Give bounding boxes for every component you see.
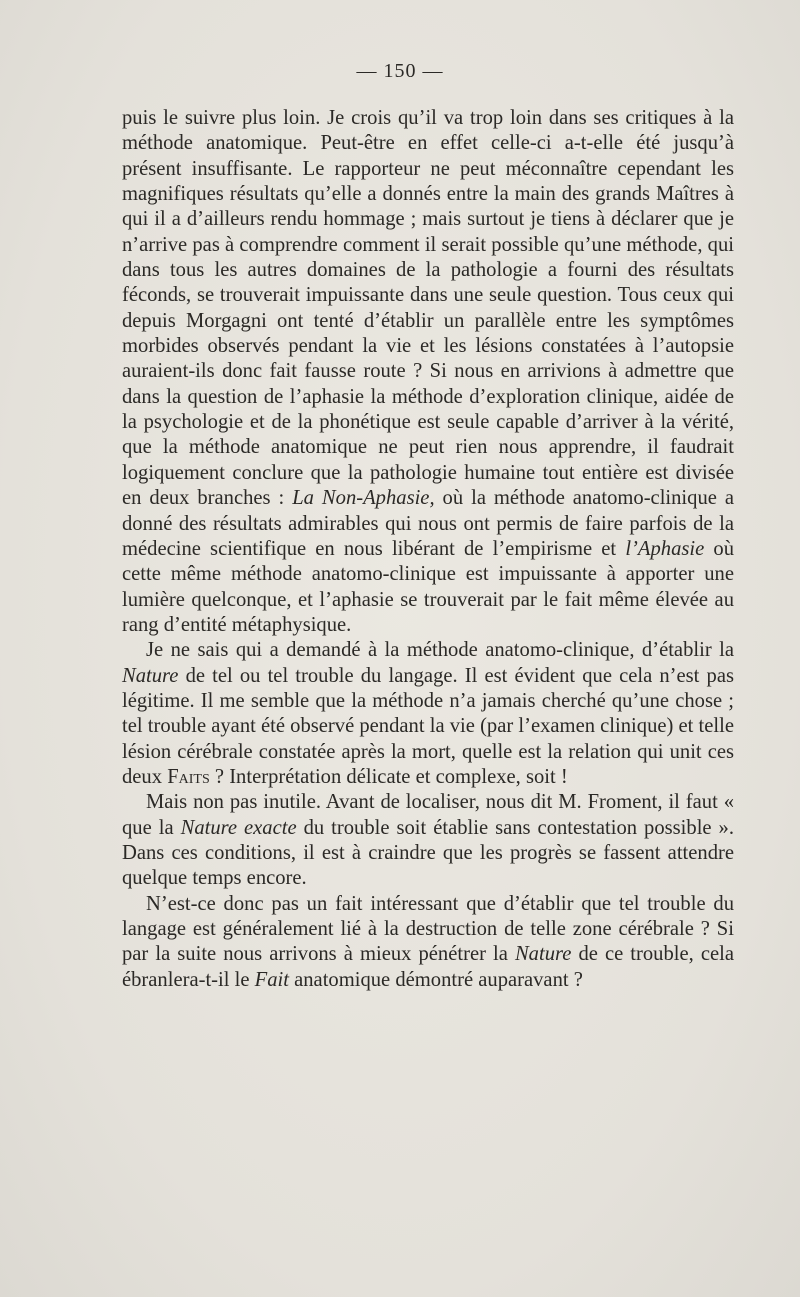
small-caps-run: Faits — [167, 765, 210, 788]
italic-run: La Non-Aphasie, — [292, 487, 435, 510]
text-run: puis le suivre plus loin. Je crois qu’il va trop loin dans ses critiques à la méthode anatomique. Peut-être en effet celle-ci a-t-elle été jusqu’à présent insuffisante. Le rapporteur ne peut méconnaître cependant les magnifiques résultats qu’elle a donnés entre la main des grands Maîtres à qui il a d’ailleurs rendu hommage ; mais surtout je tiens à déclarer que je n’arrive pas à comprendre comment il serait possible qu’une méthode, qui dans tous les autres domaines de la pathologie a fourni des résultats féconds, se trouverait impuissante dans une seule question. Tous ceux qui depuis Morgagni ont tenté d’établir un parallèle entre les symptômes morbides observés pendant la vie et les lésions constatées à l’autopsie auraient-ils donc fait fausse route ? Si nous en arrivions à admettre que dans la question de l’aphasie la méthode d’exploration clinique, aidée de la psychologie et de la phonétique est seule capable d’arriver à la vérité, que la méthode anatomique ne peut rien nous apprendre, il faudrait logiquement conclure que la pathologie humaine tout entière est divisée en deux branches : — [122, 107, 734, 510]
text-run: N’est-ce donc pas un fait intéressant que d’établir que tel trouble du langage est généralement lié à la destruction de telle zone cérébrale ? Si par la suite nous arrivons à mieux pénétrer la — [122, 892, 734, 966]
text-run: où la méthode anatomo-clinique a donné des résultats admirables qui nous ont permis de faire parfois de la médecine scientifique en nous libérant de l’empirisme et — [122, 487, 734, 560]
italic-run: Nature — [514, 943, 572, 966]
text-run: de ce trouble, cela ébranlera-t-il le — [122, 943, 734, 991]
italic-run: Fait — [254, 968, 289, 991]
paragraph — [122, 638, 734, 790]
text-run: du trouble soit établie sans contestation possible ». Dans ces conditions, il est à craindre que les progrès se fassent attendre quelque temps encore. — [122, 816, 734, 890]
italic-run: l’Aphasie — [625, 537, 705, 560]
text-run: de tel ou tel trouble du langage. Il est évident que cela n’est pas légitime. Il me semble que la méthode n’a jamais cherché qu’une chose ; tel trouble ayant été observé pendant la vie (par l’examen clinique) et telle lésion cérébrale constatée après la mort, quelle est la relation qui unit ces deux — [122, 664, 734, 788]
paragraph — [122, 892, 734, 993]
italic-run: Nature exacte — [180, 816, 297, 839]
text-run: Je ne sais qui a demandé à la méthode anatomo-clinique, d’établir la — [146, 639, 734, 662]
text-run: anatomique démontré auparavant ? — [288, 968, 583, 991]
text-run: Mais non pas inutile. Avant de localiser, nous dit M. Froment, il faut « que la — [122, 791, 734, 839]
paragraph — [122, 790, 734, 891]
paragraph — [122, 106, 734, 638]
italic-run: Nature — [122, 664, 179, 687]
text-body — [122, 106, 734, 993]
text-run: où cette même méthode anatomo-clinique est impuissante à apporter une lumière quelconque, et l’aphasie se trouverait par le fait même élevée au rang d’entité métaphysique. — [122, 537, 735, 636]
text-run: ? Interprétation délicate et complexe, soit ! — [209, 765, 568, 788]
page-number: — 150 — — [356, 60, 444, 82]
